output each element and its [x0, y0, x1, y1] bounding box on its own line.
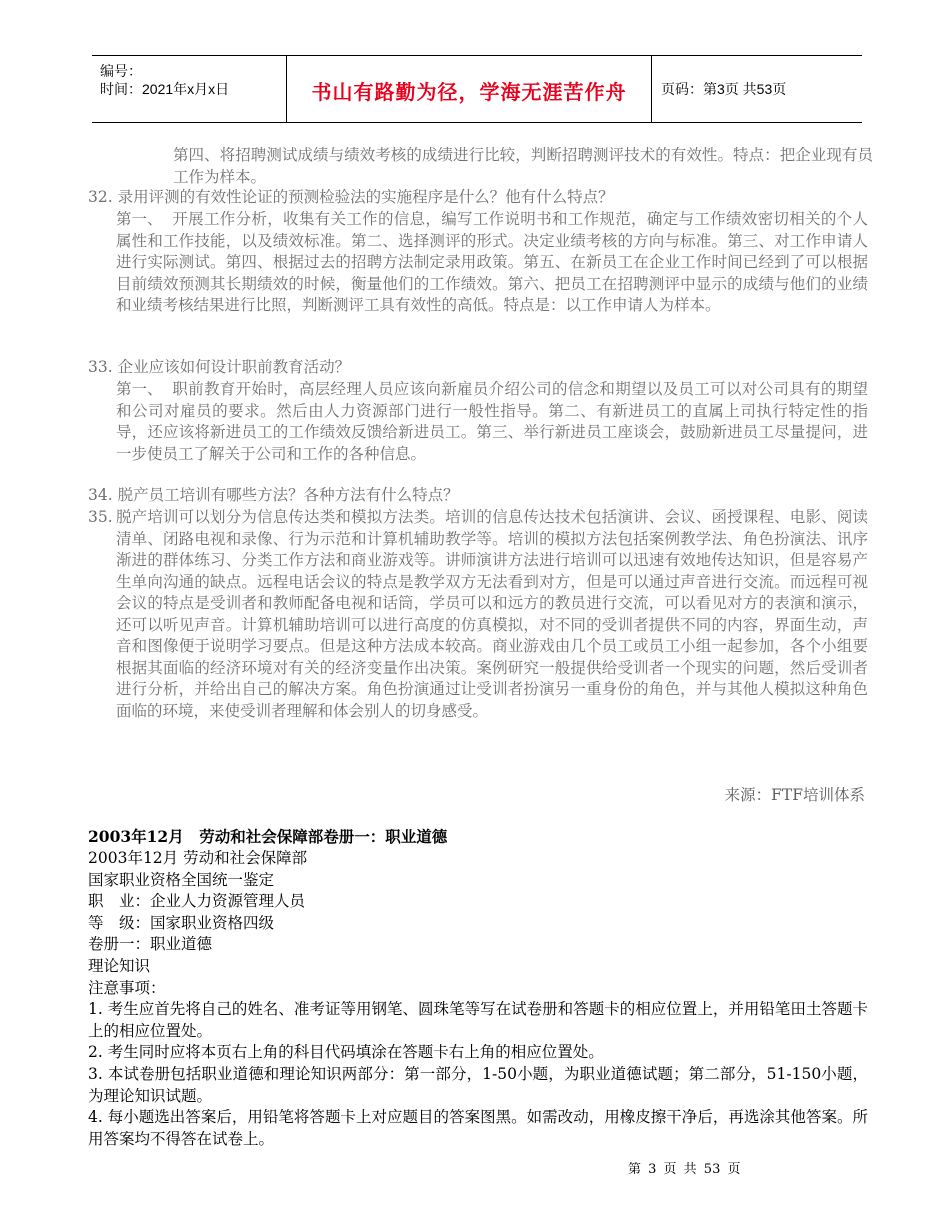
answer-32 — [116, 209, 868, 317]
answer-lead: 第一、 — [116, 380, 163, 398]
source-note: 来源：FTF培训体系 — [724, 786, 865, 804]
page-header — [92, 55, 862, 123]
question-34 — [88, 485, 868, 507]
page-footer: 第 3 页 共 53 页 — [628, 1162, 741, 1177]
exam-line: 2003年12月 劳动和社会保障部 — [88, 849, 308, 867]
exam-note: 3. 本试卷册包括职业道德和理论知识两部分：第一部分，1-50小题，为职业道德试题；第二部分，51-150小题，为理论知识试题。 — [88, 1064, 868, 1105]
question-number: 35. — [88, 508, 113, 526]
q31-answer-tail: 第四、将招聘测试成绩与绩效考核的成绩进行比较，判断招聘测评技术的有效性。特点：把企业现有员工作为样本。 — [173, 146, 873, 186]
answer-text: 开展工作分析，收集有关工作的信息，编写工作说明书和工作规范，确定与工作绩效密切相关的个人属性和工作技能，以及绩效标准。第二、选择测评的形式。决定业绩考核的方向与标准。第三、对工作申请人进行实际测试。第四、根据过去的招聘方法制定录用政策。第五、在新员工在企业工作时间已经到了可以根据目前绩效预测其长期绩效的时候，衡量他们的工作绩效。第六、把员工在招聘测评中显示的成绩与他们的业绩和业绩考核结果进行比照，判断测评工具有效性的高低。特点是：以工作申请人为样本。 — [116, 210, 868, 314]
question-33 — [88, 357, 868, 379]
header-left-cell — [92, 56, 286, 122]
answer-35: 脱产培训可以划分为信息传达类和模拟方法类。培训的信息传达技术包括演讲、会议、函授课程、电影、阅读清单、闭路电视和录像、行为示范和计算机辅助教学等。培训的模拟方法包括案例教学法、角色扮演法、讯序渐进的群体练习、分类工作方法和商业游戏等。讲师演讲方法进行培训可以迅速有效地传达知识，但是容易产生单向沟通的缺点。远程电话会议的特点是教学双方无法看到对方，但是可以通过声音进行交流。而远程可视会议的特点是受训者和教师配备电视和话筒，学员可以和远方的教员进行交流，可以看见对方的表演和演示，还可以听见声音。计算机辅助培训可以进行高度的仿真模拟，对不同的受训者提供不同的内容，界面生动，声音和图像便于说明学习要点。但是这种方法成本较高。商业游戏由几个员工或员工小组一起参加，各个小组要根据其面临的经济环境对有关的经济变量作出决策。案例研究一般提供给受训者一个现实的问题，然后受训者进行分析，并给出自己的解决方案。角色扮演通过让受训者扮演另一重身份的角色，并与其他人模拟这种角色面临的环境，来使受训者理解和体会别人的切身感受。 — [116, 508, 868, 720]
exam-note: 1. 考生应首先将自己的姓名、准考证等用钢笔、圆珠笔等写在试卷册和答题卡的相应位置上，并用铅笔田土答题卡上的相应位置处。 — [88, 1000, 868, 1040]
question-text: 脱产员工培训有哪些方法？各种方法有什么特点？ — [117, 486, 459, 504]
exam-note: 2. 考生同时应将本页右上角的科目代码填涂在答题卡右上角的相应位置处。 — [88, 1043, 604, 1062]
question-text: 企业应该如何设计职前教育活动？ — [117, 358, 351, 376]
exam-info — [88, 848, 868, 1150]
exam-line: 职 业：企业人力资源管理人员 — [88, 892, 306, 911]
exam-line: 注意事项： — [88, 978, 166, 997]
question-number: 34. — [88, 486, 113, 504]
question-number: 33. — [88, 358, 113, 376]
answer-lead: 第一、 — [116, 210, 163, 228]
question-32 — [88, 187, 868, 209]
answer-33 — [116, 379, 868, 465]
exam-line: 国家职业资格全国统一鉴定 — [88, 870, 275, 889]
serial-label: 编号： — [100, 63, 142, 79]
answer-text: 职前教育开始时，高层经理人员应该向新雇员介绍公司的信念和期望以及员工可以对公司具有的期望和公司对雇员的要求。然后由人力资源部门进行一般性指导。第二、有新进员工的直属上司执行特定性的指导，还应该将新进员工的工作绩效反馈给新进员工。第三、举行新进员工座谈会，鼓励新进员工尽量提问，进一步使员工了解关于公司和工作的各种信息。 — [116, 380, 868, 463]
exam-line: 卷册一：职业道德 — [88, 935, 213, 954]
header-center-cell — [286, 56, 652, 122]
exam-note: 4. 每小题选出答案后，用铅笔将答题卡上对应题目的答案图黑。如需改动，用橡皮擦干净后，再选涂其他答案。所用答案均不得答在试卷上。 — [88, 1108, 868, 1148]
exam-line: 理论知识 — [88, 956, 151, 975]
exam-line: 等 级：国家职业资格四级 — [88, 913, 275, 932]
header-right-cell — [651, 56, 862, 122]
header-page-label: 页码：第3页 共53页 — [661, 81, 787, 97]
question-number: 32. — [88, 188, 113, 206]
exam-heading: 2003年12月 劳动和社会保障部卷册一：职业道德 — [88, 827, 448, 846]
question-text: 录用评测的有效性论证的预测检验法的实施程序是什么？他有什么特点？ — [117, 188, 614, 206]
motto: 书山有路勤为径，学海无涯苦作舟 — [311, 80, 627, 104]
time-label: 时间：2021年x月x日 — [100, 81, 230, 97]
